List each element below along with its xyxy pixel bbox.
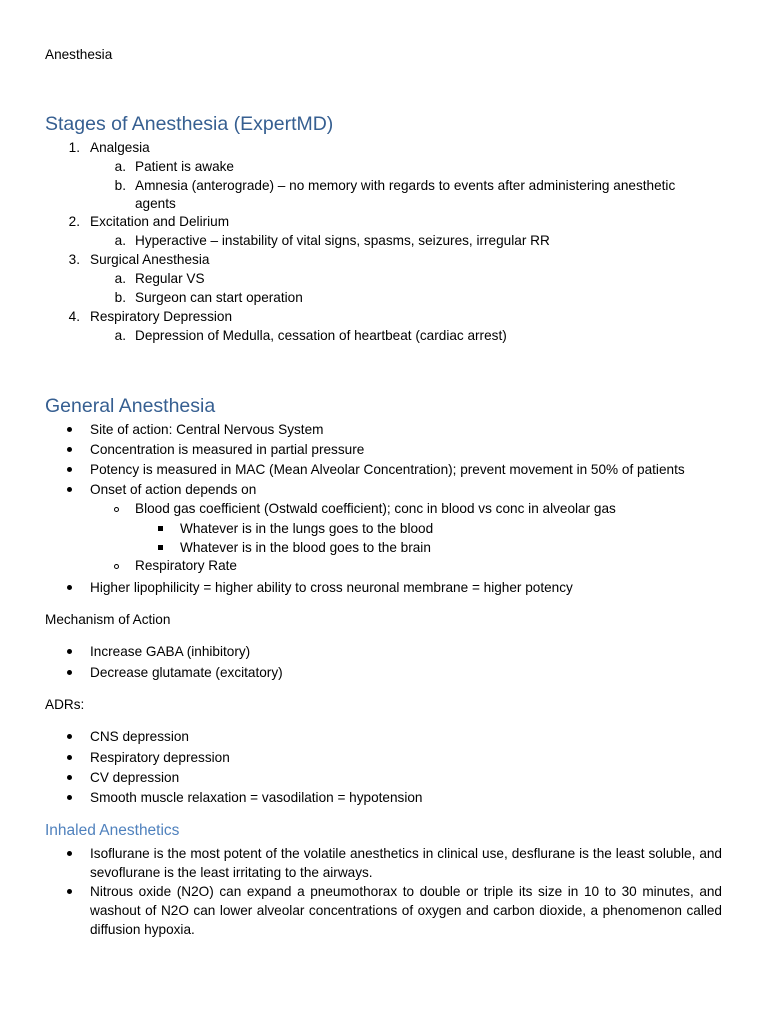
bullet-icon (67, 427, 72, 432)
list-item: Respiratory depression (90, 750, 230, 765)
mechanism-label: Mechanism of Action (45, 612, 171, 627)
bullet-icon (67, 795, 72, 800)
stage-number: 3. (68, 252, 80, 267)
list-item: Smooth muscle relaxation = vasodilation = hypotension (90, 790, 423, 805)
bullet-icon (67, 487, 72, 492)
stage-item: Excitation and Delirium (90, 214, 230, 229)
stage-sub-letter: b. (114, 290, 126, 305)
stage-sub-item: Patient is awake (135, 159, 234, 174)
stage-number: 1. (68, 140, 80, 155)
adrs-label: ADRs: (45, 697, 85, 712)
bullet-icon (67, 467, 72, 472)
square-bullet-icon (158, 545, 163, 550)
bullet-icon (67, 889, 72, 894)
circle-bullet-icon (114, 564, 119, 569)
stage-item: Surgical Anesthesia (90, 252, 210, 267)
list-item: Concentration is measured in partial pressure (90, 442, 365, 457)
paragraph-item: Isoflurane is the most potent of the volatile anesthetics in clinical use, desflurane is the least soluble, and sevoflurane is the least irritating to the airways. (90, 846, 722, 880)
stage-sub-item-continuation: agents (135, 196, 176, 211)
sub-list-item: Respiratory Rate (135, 558, 237, 573)
square-bullet-icon (158, 526, 163, 531)
stages-heading: Stages of Anesthesia (ExpertMD) (45, 113, 334, 135)
stage-sub-letter: a. (114, 271, 126, 286)
sub-sub-list-item: Whatever is in the lungs goes to the blood (180, 521, 434, 536)
inhaled-heading: Inhaled Anesthetics (45, 822, 180, 839)
stage-number: 4. (68, 309, 80, 324)
stage-sub-item: Depression of Medulla, cessation of heartbeat (cardiac arrest) (135, 328, 507, 343)
bullet-icon (67, 585, 72, 590)
list-item: CNS depression (90, 729, 189, 744)
stage-sub-letter: a. (114, 159, 126, 174)
list-item: CV depression (90, 770, 180, 785)
stage-sub-letter: a. (114, 233, 126, 248)
stage-sub-item: Hyperactive – instability of vital signs, spasms, seizures, irregular RR (135, 233, 550, 248)
sub-list-item: Blood gas coefficient (Ostwald coefficient); conc in blood vs conc in alveolar gas (135, 501, 616, 516)
document-title: Anesthesia (45, 47, 113, 62)
list-item: Decrease glutamate (excitatory) (90, 665, 283, 680)
list-item: Potency is measured in MAC (Mean Alveolar Concentration); prevent movement in 50% of patients (90, 462, 685, 477)
bullet-icon (67, 775, 72, 780)
stage-sub-item: Amnesia (anterograde) – no memory with regards to events after administering anesthetic (135, 178, 676, 193)
paragraph-item: Nitrous oxide (N2O) can expand a pneumothorax to double or triple its size in 10 to 30 minutes, and washout of N2O can lower alveolar concentrations of oxygen and carbon dioxide, a phenomenon called diffusion hypoxia. (90, 884, 722, 937)
stage-sub-letter: b. (114, 178, 126, 193)
bullet-icon (67, 670, 72, 675)
bullet-icon (67, 649, 72, 654)
stage-sub-item: Surgeon can start operation (135, 290, 303, 305)
list-item: Onset of action depends on (90, 482, 257, 497)
bullet-icon (67, 447, 72, 452)
bullet-icon (67, 755, 72, 760)
stage-sub-item: Regular VS (135, 271, 205, 286)
list-item: Increase GABA (inhibitory) (90, 644, 251, 659)
list-item: Higher lipophilicity = higher ability to cross neuronal membrane = higher potency (90, 580, 573, 595)
stage-item: Analgesia (90, 140, 150, 155)
stage-number: 2. (68, 214, 80, 229)
sub-sub-list-item: Whatever is in the blood goes to the brain (180, 540, 431, 555)
stage-item: Respiratory Depression (90, 309, 233, 324)
stage-sub-letter: a. (114, 328, 126, 343)
bullet-icon (67, 734, 72, 739)
list-item: Site of action: Central Nervous System (90, 422, 324, 437)
bullet-icon (67, 851, 72, 856)
circle-bullet-icon (114, 507, 119, 512)
general-heading: General Anesthesia (45, 395, 216, 417)
